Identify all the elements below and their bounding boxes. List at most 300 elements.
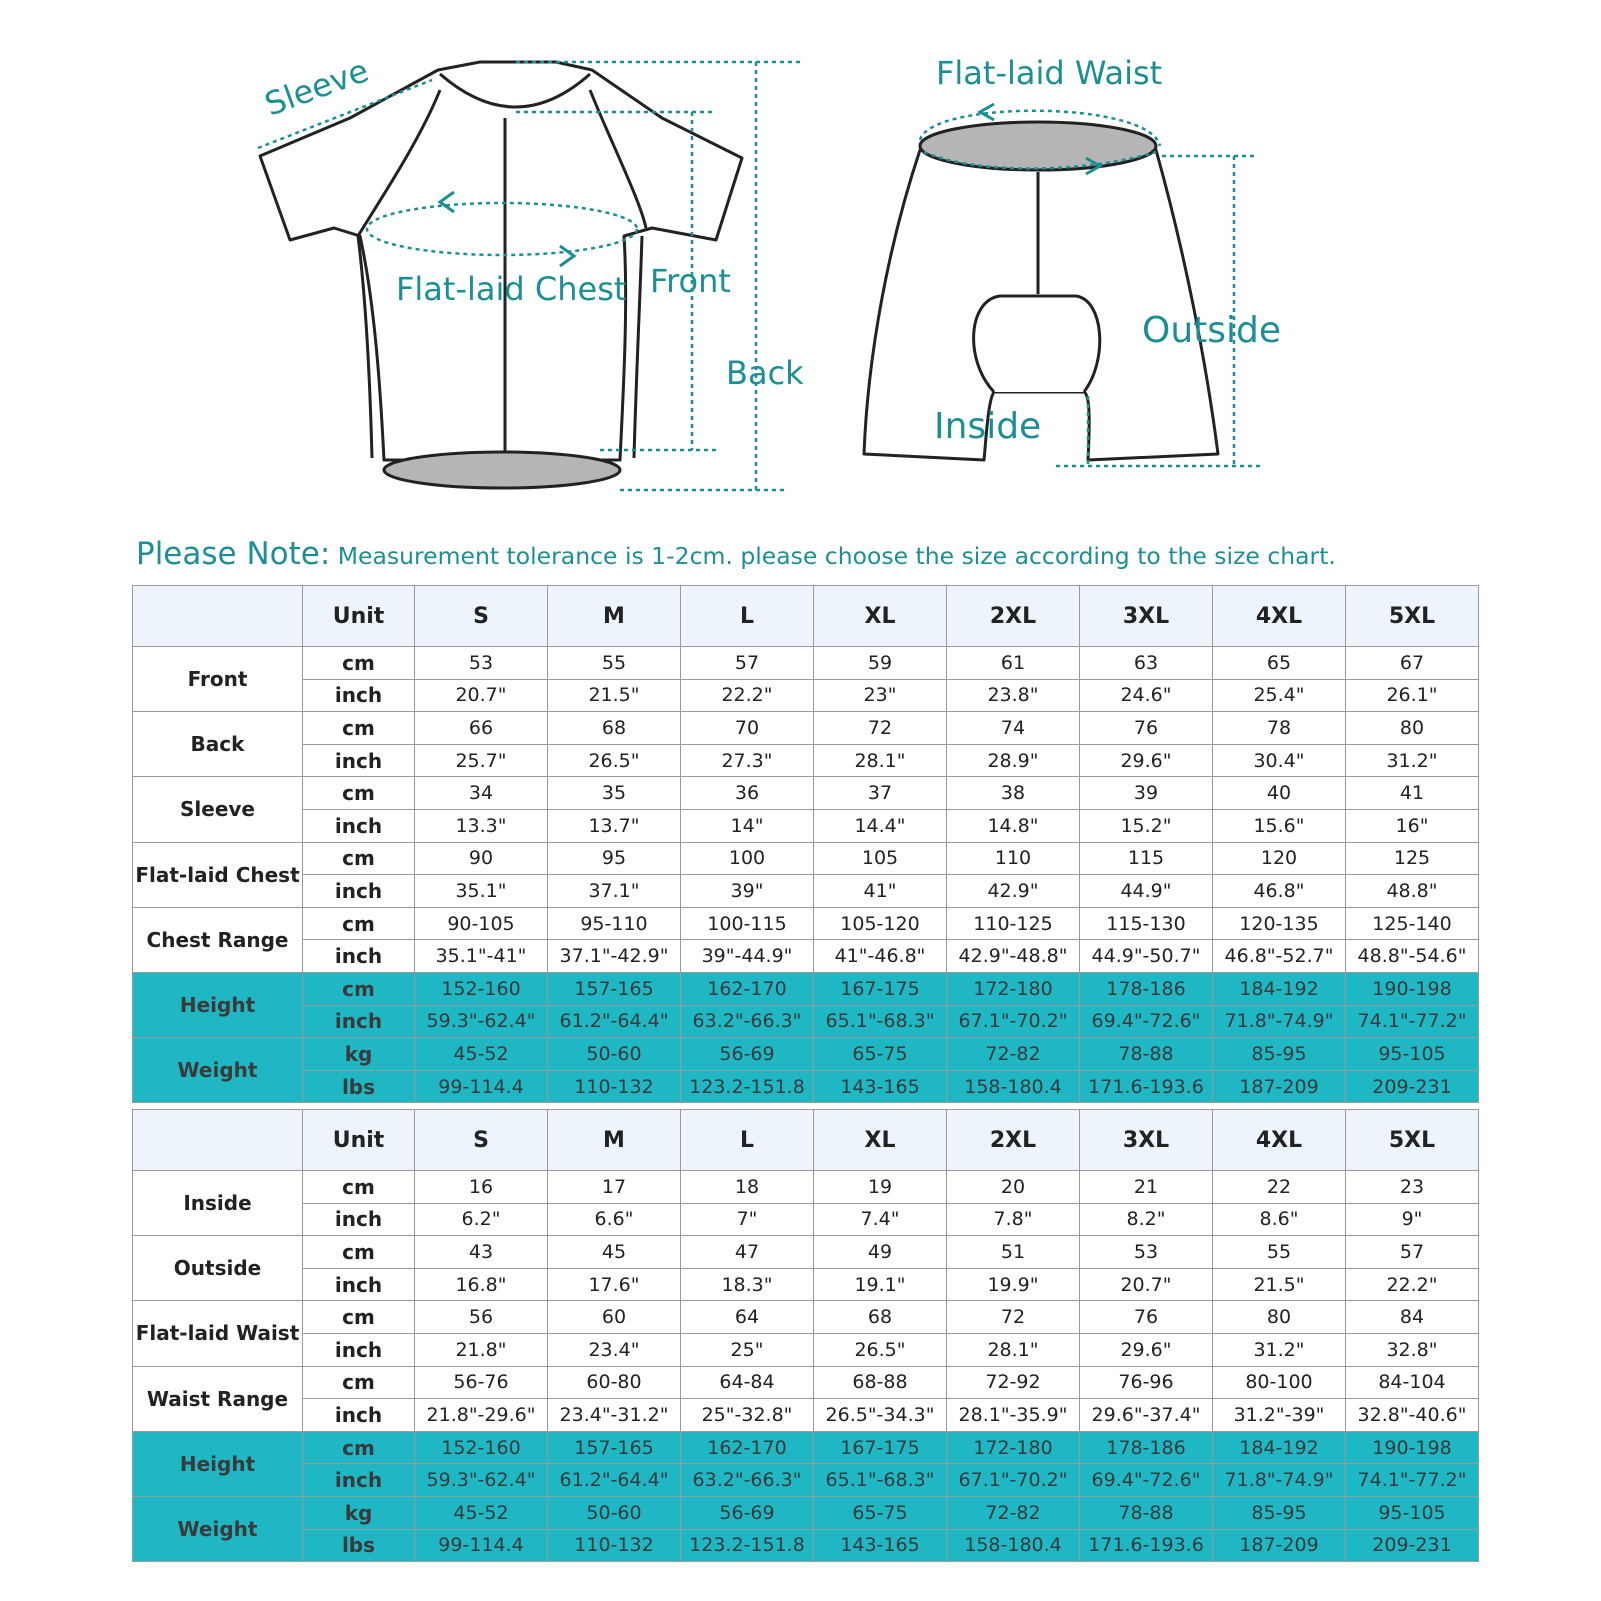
value-cell: 90-105 — [415, 907, 548, 940]
value-cell: 115 — [1080, 842, 1213, 875]
value-cell: 31.2"-39" — [1213, 1399, 1346, 1432]
table-row — [133, 647, 1479, 680]
value-cell: 110-125 — [947, 907, 1080, 940]
header-size-cell: 2XL — [947, 586, 1080, 647]
value-cell: 72 — [814, 712, 947, 745]
value-cell: 105 — [814, 842, 947, 875]
value-cell: 35.1" — [415, 875, 548, 908]
value-cell: 16.8" — [415, 1268, 548, 1301]
measurement-label: Height — [133, 972, 303, 1037]
value-cell: 171.6-193.6 — [1080, 1529, 1213, 1562]
table-row — [133, 712, 1479, 745]
measurement-label: Front — [133, 647, 303, 712]
jersey-size-table — [132, 585, 1479, 1103]
value-cell: 72 — [947, 1301, 1080, 1334]
value-cell: 21.5" — [1213, 1268, 1346, 1301]
header-size-cell: 5XL — [1346, 586, 1479, 647]
unit-cell: inch — [303, 1333, 415, 1366]
value-cell: 152-160 — [415, 1431, 548, 1464]
measurement-label: Flat-laid Chest — [133, 842, 303, 907]
value-cell: 63.2"-66.3" — [681, 1464, 814, 1497]
shorts-size-table — [132, 1109, 1479, 1562]
value-cell: 29.6" — [1080, 744, 1213, 777]
value-cell: 110 — [947, 842, 1080, 875]
unit-cell: inch — [303, 1464, 415, 1497]
note-heading: Please Note: — [136, 536, 331, 572]
value-cell: 25.4" — [1213, 679, 1346, 712]
value-cell: 184-192 — [1213, 1431, 1346, 1464]
value-cell: 6.6" — [548, 1203, 681, 1236]
value-cell: 157-165 — [548, 1431, 681, 1464]
value-cell: 41"-46.8" — [814, 940, 947, 973]
header-size-cell: 4XL — [1213, 586, 1346, 647]
shorts-chamois-pad — [974, 296, 1100, 392]
value-cell: 39"-44.9" — [681, 940, 814, 973]
measurement-label: Weight — [133, 1496, 303, 1561]
value-cell: 95 — [548, 842, 681, 875]
value-cell: 14" — [681, 809, 814, 842]
table-row — [133, 1005, 1479, 1038]
value-cell: 172-180 — [947, 1431, 1080, 1464]
table-row — [133, 1301, 1479, 1334]
value-cell: 61.2"-64.4" — [548, 1005, 681, 1038]
value-cell: 167-175 — [814, 1431, 947, 1464]
unit-cell: inch — [303, 679, 415, 712]
value-cell: 178-186 — [1080, 972, 1213, 1005]
value-cell: 45-52 — [415, 1038, 548, 1071]
value-cell: 17 — [548, 1171, 681, 1204]
value-cell: 16" — [1346, 809, 1479, 842]
value-cell: 76-96 — [1080, 1366, 1213, 1399]
value-cell: 23 — [1346, 1171, 1479, 1204]
value-cell: 55 — [548, 647, 681, 680]
measurement-label: Inside — [133, 1171, 303, 1236]
value-cell: 74 — [947, 712, 1080, 745]
table-row — [133, 1399, 1479, 1432]
unit-cell: kg — [303, 1496, 415, 1529]
value-cell: 24.6" — [1080, 679, 1213, 712]
value-cell: 158-180.4 — [947, 1529, 1080, 1562]
value-cell: 64-84 — [681, 1366, 814, 1399]
value-cell: 23.4" — [548, 1333, 681, 1366]
value-cell: 105-120 — [814, 907, 947, 940]
value-cell: 67.1"-70.2" — [947, 1005, 1080, 1038]
value-cell: 60-80 — [548, 1366, 681, 1399]
value-cell: 172-180 — [947, 972, 1080, 1005]
flat-laid-chest-label: Flat-laid Chest — [396, 270, 627, 308]
value-cell: 56-69 — [681, 1038, 814, 1071]
value-cell: 42.9"-48.8" — [947, 940, 1080, 973]
value-cell: 63 — [1080, 647, 1213, 680]
table-row — [133, 842, 1479, 875]
value-cell: 48.8"-54.6" — [1346, 940, 1479, 973]
value-cell: 26.5" — [548, 744, 681, 777]
value-cell: 72-82 — [947, 1038, 1080, 1071]
value-cell: 6.2" — [415, 1203, 548, 1236]
unit-cell: cm — [303, 1236, 415, 1269]
value-cell: 95-105 — [1346, 1496, 1479, 1529]
value-cell: 123.2-151.8 — [681, 1070, 814, 1103]
value-cell: 65-75 — [814, 1496, 947, 1529]
unit-cell: inch — [303, 1399, 415, 1432]
header-size-cell: S — [415, 1110, 548, 1171]
size-note — [136, 536, 1576, 572]
value-cell: 25.7" — [415, 744, 548, 777]
value-cell: 50-60 — [548, 1496, 681, 1529]
header-size-cell: 2XL — [947, 1110, 1080, 1171]
value-cell: 42.9" — [947, 875, 1080, 908]
value-cell: 17.6" — [548, 1268, 681, 1301]
value-cell: 65 — [1213, 647, 1346, 680]
value-cell: 65-75 — [814, 1038, 947, 1071]
header-row — [133, 586, 1479, 647]
value-cell: 78-88 — [1080, 1038, 1213, 1071]
measurement-label: Outside — [133, 1236, 303, 1301]
value-cell: 57 — [1346, 1236, 1479, 1269]
header-size-cell: 3XL — [1080, 586, 1213, 647]
unit-cell: inch — [303, 875, 415, 908]
header-row — [133, 1110, 1479, 1171]
value-cell: 209-231 — [1346, 1070, 1479, 1103]
value-cell: 15.2" — [1080, 809, 1213, 842]
value-cell: 22.2" — [1346, 1268, 1479, 1301]
value-cell: 7.8" — [947, 1203, 1080, 1236]
value-cell: 123.2-151.8 — [681, 1529, 814, 1562]
unit-cell: cm — [303, 1366, 415, 1399]
table-row — [133, 1366, 1479, 1399]
value-cell: 95-110 — [548, 907, 681, 940]
value-cell: 65.1"-68.3" — [814, 1005, 947, 1038]
value-cell: 50-60 — [548, 1038, 681, 1071]
value-cell: 25" — [681, 1333, 814, 1366]
value-cell: 61 — [947, 647, 1080, 680]
value-cell: 23" — [814, 679, 947, 712]
jersey-hem — [384, 452, 620, 488]
table-row — [133, 744, 1479, 777]
value-cell: 9" — [1346, 1203, 1479, 1236]
unit-cell: cm — [303, 842, 415, 875]
jersey-right-side-panel — [634, 236, 642, 458]
value-cell: 76 — [1080, 712, 1213, 745]
measurement-label: Flat-laid Waist — [133, 1301, 303, 1366]
value-cell: 125-140 — [1346, 907, 1479, 940]
value-cell: 28.9" — [947, 744, 1080, 777]
value-cell: 53 — [1080, 1236, 1213, 1269]
table-row — [133, 940, 1479, 973]
value-cell: 76 — [1080, 1301, 1213, 1334]
value-cell: 48.8" — [1346, 875, 1479, 908]
unit-cell: cm — [303, 1431, 415, 1464]
note-text: Measurement tolerance is 1-2cm. please choose the size according to the size chart. — [330, 542, 1336, 570]
value-cell: 32.8"-40.6" — [1346, 1399, 1479, 1432]
value-cell: 190-198 — [1346, 972, 1479, 1005]
value-cell: 41" — [814, 875, 947, 908]
value-cell: 67 — [1346, 647, 1479, 680]
unit-cell: inch — [303, 1005, 415, 1038]
value-cell: 46.8"-52.7" — [1213, 940, 1346, 973]
value-cell: 68-88 — [814, 1366, 947, 1399]
value-cell: 110-132 — [548, 1529, 681, 1562]
measurement-label: Chest Range — [133, 907, 303, 972]
table-row — [133, 1070, 1479, 1103]
value-cell: 70 — [681, 712, 814, 745]
value-cell: 84-104 — [1346, 1366, 1479, 1399]
value-cell: 51 — [947, 1236, 1080, 1269]
value-cell: 90 — [415, 842, 548, 875]
header-size-cell: M — [548, 1110, 681, 1171]
value-cell: 26.1" — [1346, 679, 1479, 712]
value-cell: 49 — [814, 1236, 947, 1269]
table-row — [133, 777, 1479, 810]
value-cell: 187-209 — [1213, 1070, 1346, 1103]
value-cell: 178-186 — [1080, 1431, 1213, 1464]
value-cell: 53 — [415, 647, 548, 680]
value-cell: 120-135 — [1213, 907, 1346, 940]
value-cell: 7" — [681, 1203, 814, 1236]
value-cell: 8.6" — [1213, 1203, 1346, 1236]
header-size-cell: XL — [814, 586, 947, 647]
table-row — [133, 875, 1479, 908]
value-cell: 38 — [947, 777, 1080, 810]
outside-label: Outside — [1142, 310, 1282, 351]
value-cell: 35.1"-41" — [415, 940, 548, 973]
value-cell: 13.3" — [415, 809, 548, 842]
value-cell: 100-115 — [681, 907, 814, 940]
back-label: Back — [726, 354, 804, 392]
header-unit-cell: Unit — [303, 1110, 415, 1171]
table-row — [133, 1464, 1479, 1497]
value-cell: 68 — [548, 712, 681, 745]
value-cell: 56-69 — [681, 1496, 814, 1529]
table-row — [133, 1203, 1479, 1236]
value-cell: 43 — [415, 1236, 548, 1269]
table-row — [133, 1038, 1479, 1071]
value-cell: 29.6" — [1080, 1333, 1213, 1366]
value-cell: 69.4"-72.6" — [1080, 1464, 1213, 1497]
table-row — [133, 1333, 1479, 1366]
value-cell: 23.8" — [947, 679, 1080, 712]
value-cell: 162-170 — [681, 972, 814, 1005]
unit-cell: kg — [303, 1038, 415, 1071]
value-cell: 55 — [1213, 1236, 1346, 1269]
value-cell: 80 — [1346, 712, 1479, 745]
header-size-cell: 5XL — [1346, 1110, 1479, 1171]
value-cell: 15.6" — [1213, 809, 1346, 842]
value-cell: 59.3"-62.4" — [415, 1005, 548, 1038]
unit-cell: cm — [303, 647, 415, 680]
value-cell: 74.1"-77.2" — [1346, 1005, 1479, 1038]
value-cell: 20 — [947, 1171, 1080, 1204]
table-row — [133, 679, 1479, 712]
value-cell: 110-132 — [548, 1070, 681, 1103]
value-cell: 45-52 — [415, 1496, 548, 1529]
value-cell: 66 — [415, 712, 548, 745]
value-cell: 72-82 — [947, 1496, 1080, 1529]
table-row — [133, 1529, 1479, 1562]
unit-cell: inch — [303, 744, 415, 777]
value-cell: 47 — [681, 1236, 814, 1269]
value-cell: 18.3" — [681, 1268, 814, 1301]
value-cell: 158-180.4 — [947, 1070, 1080, 1103]
value-cell: 157-165 — [548, 972, 681, 1005]
value-cell: 23.4"-31.2" — [548, 1399, 681, 1432]
value-cell: 64 — [681, 1301, 814, 1334]
header-size-cell: XL — [814, 1110, 947, 1171]
header-size-cell: 3XL — [1080, 1110, 1213, 1171]
value-cell: 115-130 — [1080, 907, 1213, 940]
value-cell: 95-105 — [1346, 1038, 1479, 1071]
unit-cell: inch — [303, 1203, 415, 1236]
value-cell: 65.1"-68.3" — [814, 1464, 947, 1497]
measurement-diagrams — [0, 0, 1601, 520]
value-cell: 67.1"-70.2" — [947, 1464, 1080, 1497]
value-cell: 143-165 — [814, 1070, 947, 1103]
header-unit-cell: Unit — [303, 586, 415, 647]
table-row — [133, 907, 1479, 940]
table-row — [133, 1268, 1479, 1301]
value-cell: 45 — [548, 1236, 681, 1269]
unit-cell: cm — [303, 1171, 415, 1204]
value-cell: 85-95 — [1213, 1496, 1346, 1529]
header-size-cell: M — [548, 586, 681, 647]
value-cell: 28.1" — [947, 1333, 1080, 1366]
value-cell: 143-165 — [814, 1529, 947, 1562]
measurement-label: Back — [133, 712, 303, 777]
measurement-label: Height — [133, 1431, 303, 1496]
value-cell: 85-95 — [1213, 1038, 1346, 1071]
value-cell: 187-209 — [1213, 1529, 1346, 1562]
header-size-cell: 4XL — [1213, 1110, 1346, 1171]
value-cell: 57 — [681, 647, 814, 680]
value-cell: 68 — [814, 1301, 947, 1334]
value-cell: 21.8" — [415, 1333, 548, 1366]
value-cell: 20.7" — [1080, 1268, 1213, 1301]
flat-laid-waist-label: Flat-laid Waist — [936, 54, 1163, 92]
value-cell: 44.9" — [1080, 875, 1213, 908]
value-cell: 84 — [1346, 1301, 1479, 1334]
value-cell: 20.7" — [415, 679, 548, 712]
value-cell: 8.2" — [1080, 1203, 1213, 1236]
table-row — [133, 809, 1479, 842]
value-cell: 78-88 — [1080, 1496, 1213, 1529]
header-blank-cell — [133, 586, 303, 647]
unit-cell: inch — [303, 940, 415, 973]
unit-cell: cm — [303, 1301, 415, 1334]
value-cell: 80-100 — [1213, 1366, 1346, 1399]
value-cell: 39 — [1080, 777, 1213, 810]
value-cell: 100 — [681, 842, 814, 875]
value-cell: 7.4" — [814, 1203, 947, 1236]
value-cell: 40 — [1213, 777, 1346, 810]
front-label: Front — [650, 262, 731, 300]
value-cell: 37.1"-42.9" — [548, 940, 681, 973]
value-cell: 26.5" — [814, 1333, 947, 1366]
header-size-cell: S — [415, 586, 548, 647]
value-cell: 16 — [415, 1171, 548, 1204]
table-row — [133, 1236, 1479, 1269]
table-row — [133, 1171, 1479, 1204]
unit-cell: inch — [303, 1268, 415, 1301]
value-cell: 18 — [681, 1171, 814, 1204]
unit-cell: cm — [303, 777, 415, 810]
value-cell: 28.1" — [814, 744, 947, 777]
value-cell: 32.8" — [1346, 1333, 1479, 1366]
value-cell: 22 — [1213, 1171, 1346, 1204]
header-blank-cell — [133, 1110, 303, 1171]
value-cell: 209-231 — [1346, 1529, 1479, 1562]
value-cell: 74.1"-77.2" — [1346, 1464, 1479, 1497]
value-cell: 171.6-193.6 — [1080, 1070, 1213, 1103]
value-cell: 26.5"-34.3" — [814, 1399, 947, 1432]
value-cell: 71.8"-74.9" — [1213, 1005, 1346, 1038]
value-cell: 125 — [1346, 842, 1479, 875]
value-cell: 167-175 — [814, 972, 947, 1005]
jersey-outline — [260, 62, 742, 460]
value-cell: 29.6"-37.4" — [1080, 1399, 1213, 1432]
value-cell: 21.5" — [548, 679, 681, 712]
value-cell: 35 — [548, 777, 681, 810]
value-cell: 19.1" — [814, 1268, 947, 1301]
value-cell: 152-160 — [415, 972, 548, 1005]
value-cell: 60 — [548, 1301, 681, 1334]
value-cell: 63.2"-66.3" — [681, 1005, 814, 1038]
value-cell: 184-192 — [1213, 972, 1346, 1005]
value-cell: 71.8"-74.9" — [1213, 1464, 1346, 1497]
value-cell: 46.8" — [1213, 875, 1346, 908]
value-cell: 120 — [1213, 842, 1346, 875]
inside-label: Inside — [934, 406, 1042, 447]
measurement-label: Sleeve — [133, 777, 303, 842]
value-cell: 21 — [1080, 1171, 1213, 1204]
value-cell: 13.7" — [548, 809, 681, 842]
header-size-cell: L — [681, 1110, 814, 1171]
value-cell: 37 — [814, 777, 947, 810]
measurement-label: Weight — [133, 1038, 303, 1103]
value-cell: 80 — [1213, 1301, 1346, 1334]
value-cell: 99-114.4 — [415, 1529, 548, 1562]
value-cell: 28.1"-35.9" — [947, 1399, 1080, 1432]
value-cell: 99-114.4 — [415, 1070, 548, 1103]
value-cell: 19 — [814, 1171, 947, 1204]
unit-cell: lbs — [303, 1070, 415, 1103]
value-cell: 59.3"-62.4" — [415, 1464, 548, 1497]
value-cell: 21.8"-29.6" — [415, 1399, 548, 1432]
value-cell: 19.9" — [947, 1268, 1080, 1301]
value-cell: 36 — [681, 777, 814, 810]
unit-cell: cm — [303, 907, 415, 940]
table-row — [133, 1496, 1479, 1529]
value-cell: 22.2" — [681, 679, 814, 712]
value-cell: 31.2" — [1346, 744, 1479, 777]
unit-cell: inch — [303, 809, 415, 842]
value-cell: 190-198 — [1346, 1431, 1479, 1464]
measurement-label: Waist Range — [133, 1366, 303, 1431]
value-cell: 56 — [415, 1301, 548, 1334]
value-cell: 44.9"-50.7" — [1080, 940, 1213, 973]
value-cell: 37.1" — [548, 875, 681, 908]
value-cell: 25"-32.8" — [681, 1399, 814, 1432]
value-cell: 72-92 — [947, 1366, 1080, 1399]
value-cell: 14.8" — [947, 809, 1080, 842]
value-cell: 59 — [814, 647, 947, 680]
value-cell: 56-76 — [415, 1366, 548, 1399]
value-cell: 78 — [1213, 712, 1346, 745]
value-cell: 34 — [415, 777, 548, 810]
header-size-cell: L — [681, 586, 814, 647]
table-row — [133, 972, 1479, 1005]
value-cell: 30.4" — [1213, 744, 1346, 777]
value-cell: 41 — [1346, 777, 1479, 810]
